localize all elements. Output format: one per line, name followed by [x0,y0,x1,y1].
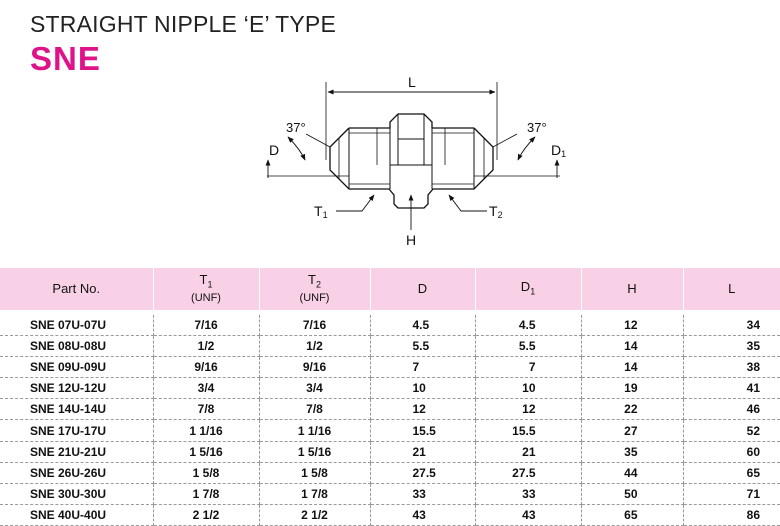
l-cell: 41 [683,378,780,399]
l-cell: 46 [683,399,780,420]
t2-cell: 1 7/8 [259,483,370,504]
header-d1: $D_1$ [475,268,581,310]
t1-cell: 1 5/16 [153,441,259,462]
h-cell: 27 [581,420,683,441]
t2-cell: 1 1/16 [259,420,370,441]
l-cell: 52 [683,420,780,441]
header-d: D [370,268,475,310]
t1-cell: 1 7/8 [153,483,259,504]
d-cell: 5.5 [370,336,475,357]
header-h: H [581,268,683,310]
dim-d1-label: D1 [551,142,567,159]
l-cell: 34 [683,315,780,336]
table-row [0,483,780,504]
d1-cell: 12 [475,399,581,420]
d-cell: 27.5 [370,462,475,483]
table-row [0,315,780,336]
d-cell: 15.5 [370,420,475,441]
d-cell: 4.5 [370,315,475,336]
h-cell: 19 [581,378,683,399]
dim-t2-label: T2 [489,203,503,220]
dim-t1-label: T1 [314,203,328,220]
part-no-cell: SNE 26U-26U [0,462,153,483]
table-row [0,462,780,483]
d1-cell: 15.5 [475,420,581,441]
h-cell: 12 [581,315,683,336]
part-no-cell: SNE 30U-30U [0,483,153,504]
part-no-cell: SNE 40U-40U [0,504,153,525]
spec-table [0,268,780,526]
d1-cell: 7 [475,357,581,378]
d1-cell: 10 [475,378,581,399]
l-cell: 65 [683,462,780,483]
t2-cell: 2 1/2 [259,504,370,525]
t2-cell: 7/8 [259,399,370,420]
d1-cell: 21 [475,441,581,462]
d-cell: 43 [370,504,475,525]
t2-cell: 3/4 [259,378,370,399]
l-cell: 71 [683,483,780,504]
angle-right-label: 37° [527,120,547,135]
dim-h-label: H [406,232,417,248]
part-no-cell: SNE 08U-08U [0,336,153,357]
l-cell: 35 [683,336,780,357]
header-t2: $T_2$ (UNF) [259,268,370,310]
d-cell: 33 [370,483,475,504]
t1-cell: 9/16 [153,357,259,378]
table-row [0,441,780,462]
d-cell: 10 [370,378,475,399]
d1-cell: 27.5 [475,462,581,483]
d-cell: 21 [370,441,475,462]
h-cell: 14 [581,336,683,357]
table-header-row [0,268,780,310]
product-code: SNE [30,40,101,77]
header-part-no: Part No. [0,268,153,310]
table-row [0,378,780,399]
h-cell: 50 [581,483,683,504]
h-cell: 65 [581,504,683,525]
part-no-cell: SNE 12U-12U [0,378,153,399]
t1-cell: 1/2 [153,336,259,357]
t1-cell: 3/4 [153,378,259,399]
l-cell: 86 [683,504,780,525]
l-cell: 38 [683,357,780,378]
table-row [0,420,780,441]
t1-cell: 2 1/2 [153,504,259,525]
t1-cell: 1 1/16 [153,420,259,441]
d1-cell: 4.5 [475,315,581,336]
t2-cell: 7/16 [259,315,370,336]
table-row [0,504,780,525]
table-row [0,336,780,357]
t1-cell: 1 5/8 [153,462,259,483]
l-cell: 60 [683,441,780,462]
table-row [0,357,780,378]
page-title: STRAIGHT NIPPLE ‘E’ TYPE [30,11,337,37]
t2-cell: 1 5/8 [259,462,370,483]
h-cell: 22 [581,399,683,420]
d-cell: 7 [370,357,475,378]
header-l: L [683,268,780,310]
t2-cell: 9/16 [259,357,370,378]
dim-l-label: L [408,74,416,90]
h-cell: 35 [581,441,683,462]
d1-cell: 33 [475,483,581,504]
part-no-cell: SNE 07U-07U [0,315,153,336]
t2-cell: 1/2 [259,336,370,357]
dim-d-label: D [269,142,280,158]
table-row [0,399,780,420]
header-t1: $T_1$ (UNF) [153,268,259,310]
t1-cell: 7/8 [153,399,259,420]
h-cell: 44 [581,462,683,483]
d1-cell: 43 [475,504,581,525]
part-no-cell: SNE 21U-21U [0,441,153,462]
angle-left-label: 37° [286,120,306,135]
part-no-cell: SNE 17U-17U [0,420,153,441]
d-cell: 12 [370,399,475,420]
t2-cell: 1 5/16 [259,441,370,462]
part-no-cell: SNE 09U-09U [0,357,153,378]
t1-cell: 7/16 [153,315,259,336]
h-cell: 14 [581,357,683,378]
d1-cell: 5.5 [475,336,581,357]
part-no-cell: SNE 14U-14U [0,399,153,420]
